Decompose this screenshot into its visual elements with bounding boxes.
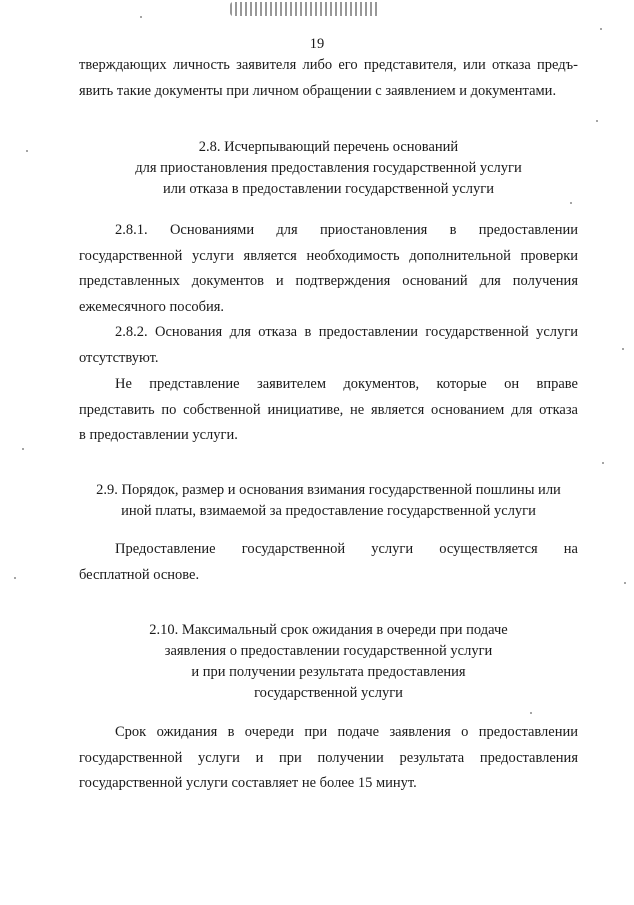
heading-line: и при получении результата предоставления [191, 664, 466, 680]
section-heading-2-9 [79, 480, 578, 522]
text-line: государственной услуги составляет не более 15 минут. [79, 775, 417, 791]
text-line: представить по собственной инициативе, не является основанием для отказа [79, 401, 578, 418]
heading-line: государственной услуги [254, 685, 403, 701]
scan-speck [530, 712, 532, 714]
scan-speck [570, 202, 572, 204]
paragraph-2-10-1 [79, 720, 578, 797]
text-line: 2.8.2. Основания для отказа в предоставлении государственной услуги [115, 324, 578, 340]
text-line: представленных документов и подтверждения оснований для получения [79, 273, 578, 289]
scan-speck [596, 120, 598, 122]
paragraph-2-8-3 [79, 372, 578, 449]
text-line: государственной услуги является необходимость дополнительной проверки [79, 247, 578, 264]
section-heading-2-8 [79, 137, 578, 200]
heading-line: 2.10. Максимальный срок ожидания в очереди при подаче [149, 622, 508, 638]
heading-line: заявления о предоставлении государственной услуги [164, 643, 493, 659]
text-line: отсутствуют. [79, 349, 159, 366]
scan-speck [624, 582, 626, 584]
text-line: явить такие документы при личном обращении с заявлением и документами. [79, 82, 557, 99]
text-line: государственной услуги и при получении результата предоставления [79, 749, 578, 766]
scan-artifact [230, 2, 380, 16]
paragraph-2-8-2 [79, 320, 578, 371]
scan-speck [22, 448, 24, 450]
scan-speck [26, 150, 28, 152]
heading-line: иной платы, взимаемой за предоставление государственной услуги [121, 503, 536, 519]
paragraph-2-8-1 [79, 218, 578, 320]
text-line: Не представление заявителем документов, которые он вправе [115, 376, 578, 392]
heading-line: 2.9. Порядок, размер и основания взимания государственной пошлины или [96, 482, 561, 498]
heading-line: для приостановления предоставления государственной услуги [135, 160, 522, 176]
text-line: бесплатной основе. [79, 566, 200, 583]
text-line: Предоставление государственной услуги осуществляется на [115, 541, 578, 557]
text-line: тверждающих личность заявителя либо его представителя, или отказа предъ- [79, 57, 578, 73]
text-line: ежемесячного пособия. [79, 298, 225, 315]
scan-speck [14, 577, 16, 579]
scan-speck [600, 28, 602, 30]
page-number: 19 [309, 36, 325, 52]
scan-speck [602, 462, 604, 464]
scan-speck [140, 16, 142, 18]
text-line: Срок ожидания в очереди при подаче заявления о предоставлении [115, 724, 578, 740]
paragraph-2-9-1 [79, 537, 578, 588]
text-line: 2.8.1. Основаниями для приостановления в предоставлении [115, 222, 578, 238]
scan-speck [622, 348, 624, 350]
heading-line: 2.8. Исчерпывающий перечень оснований [198, 139, 459, 155]
heading-line: или отказа в предоставлении государственной услуги [162, 181, 494, 197]
intro-paragraph [79, 53, 578, 104]
text-line: в предоставлении услуги. [79, 427, 238, 443]
section-heading-2-10 [79, 620, 578, 704]
